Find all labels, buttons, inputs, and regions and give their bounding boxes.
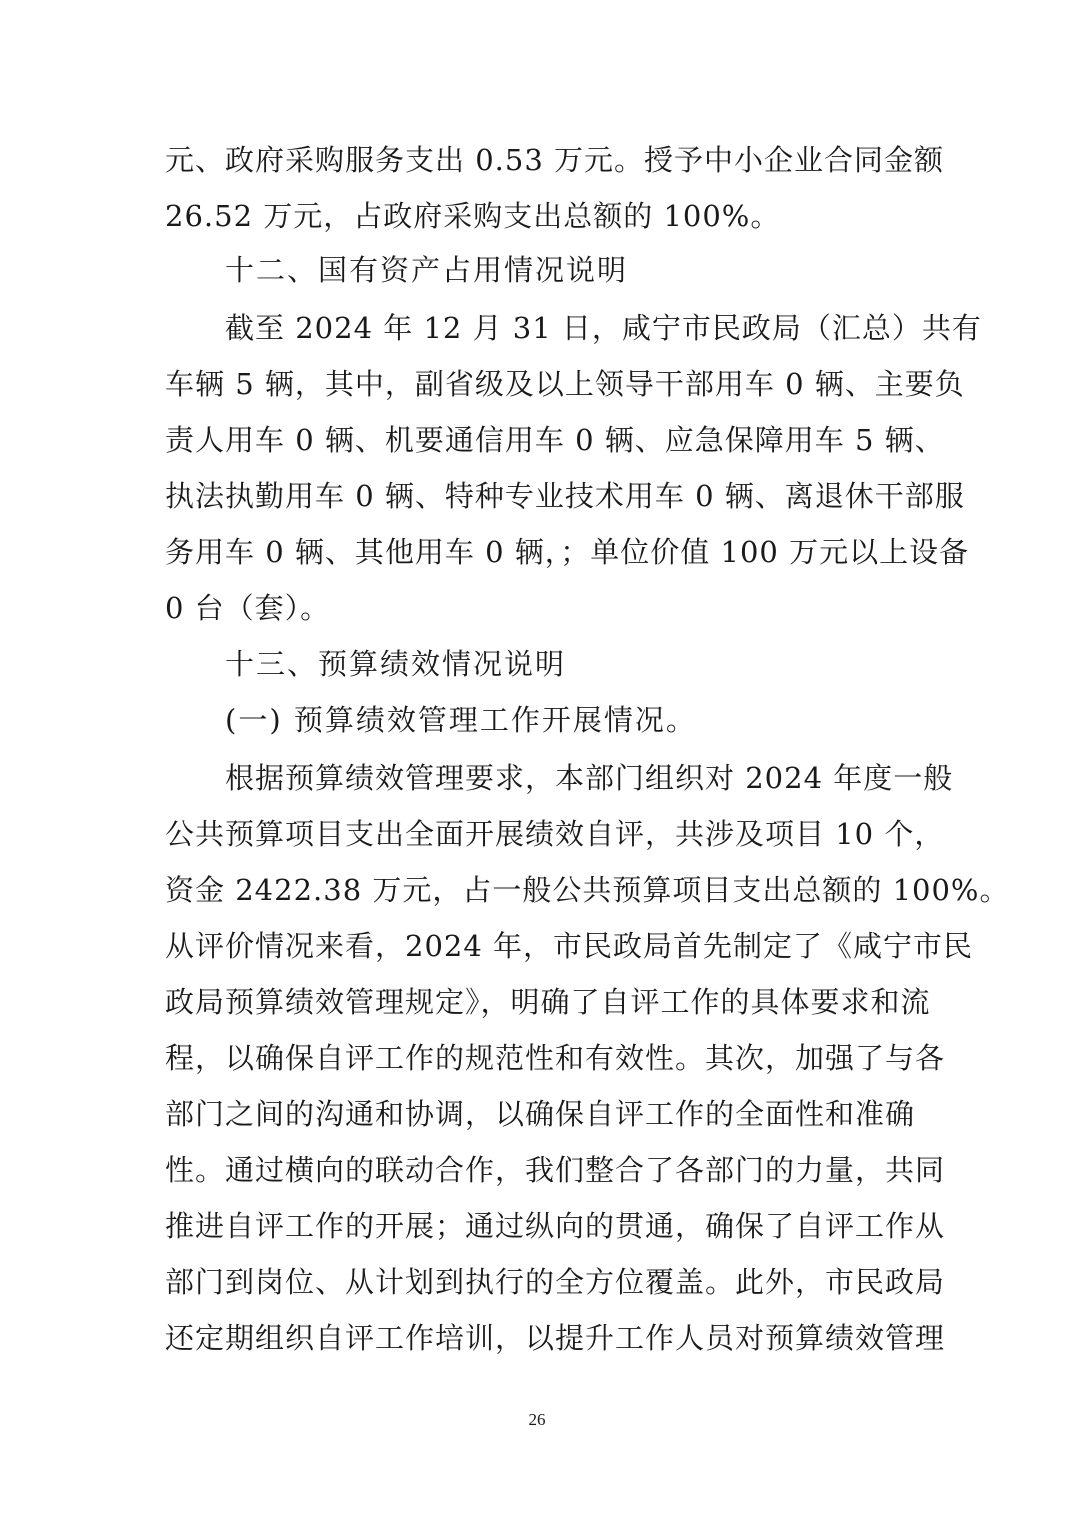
section-heading-13: 十三、预算绩效情况说明 xyxy=(225,647,567,681)
paragraph-2-line-1: 截至 2024 年 12 月 31 日，咸宁市民政局（汇总）共有 xyxy=(225,311,982,345)
paragraph-1-line-2: 26.52 万元，占政府采购支出总额的 100%。 xyxy=(165,199,781,233)
paragraph-2-line-2: 车辆 5 辆，其中，副省级及以上领导干部用车 0 辆、主要负 xyxy=(165,367,965,401)
section-heading-12: 十二、国有资产占用情况说明 xyxy=(225,253,629,287)
paragraph-3-line-9: 推进自评工作的开展；通过纵向的贯通，确保了自评工作从 xyxy=(165,1209,946,1243)
paragraph-3-line-5: 政局预算绩效管理规定》，明确了自评工作的具体要求和流 xyxy=(165,985,931,1019)
paragraph-2-line-5: 务用车 0 辆、其他用车 0 辆，；单位价值 100 万元以上设备 xyxy=(165,535,970,569)
subsection-heading-1: (一) 预算绩效管理工作开展情况。 xyxy=(225,703,697,737)
paragraph-3-line-10: 部门到岗位、从计划到执行的全方位覆盖。此外，市民政局 xyxy=(165,1265,946,1299)
paragraph-3-line-11: 还定期组织自评工作培训，以提升工作人员对预算绩效管理 xyxy=(165,1321,946,1355)
paragraph-3-line-4: 从评价情况来看，2024 年，市民政局首先制定了《咸宁市民 xyxy=(165,929,974,963)
paragraph-3-line-7: 部门之间的沟通和协调，以确保自评工作的全面性和准确 xyxy=(165,1097,916,1131)
paragraph-3-line-3: 资金 2422.38 万元，占一般公共预算项目支出总额的 100%。 xyxy=(165,873,1010,907)
paragraph-2-line-3: 责人用车 0 辆、机要通信用车 0 辆、应急保障用车 5 辆、 xyxy=(165,423,945,457)
page-number: 26 xyxy=(528,1410,546,1429)
paragraph-3-line-6: 程，以确保自评工作的规范性和有效性。其次，加强了与各 xyxy=(165,1041,946,1075)
paragraph-2-line-4: 执法执勤用车 0 辆、特种专业技术用车 0 辆、离退休干部服 xyxy=(165,479,965,513)
paragraph-3-line-2: 公共预算项目支出全面开展绩效自评，共涉及项目 10 个， xyxy=(165,817,945,851)
paragraph-3-line-1: 根据预算绩效管理要求，本部门组织对 2024 年度一般 xyxy=(225,761,954,795)
paragraph-1-line-1: 元、政府采购服务支出 0.53 万元。授予中小企业合同金额 xyxy=(165,143,945,177)
paragraph-2-line-6: 0 台（套）。 xyxy=(165,591,331,625)
paragraph-3-line-8: 性。通过横向的联动合作，我们整合了各部门的力量，共同 xyxy=(165,1153,946,1187)
